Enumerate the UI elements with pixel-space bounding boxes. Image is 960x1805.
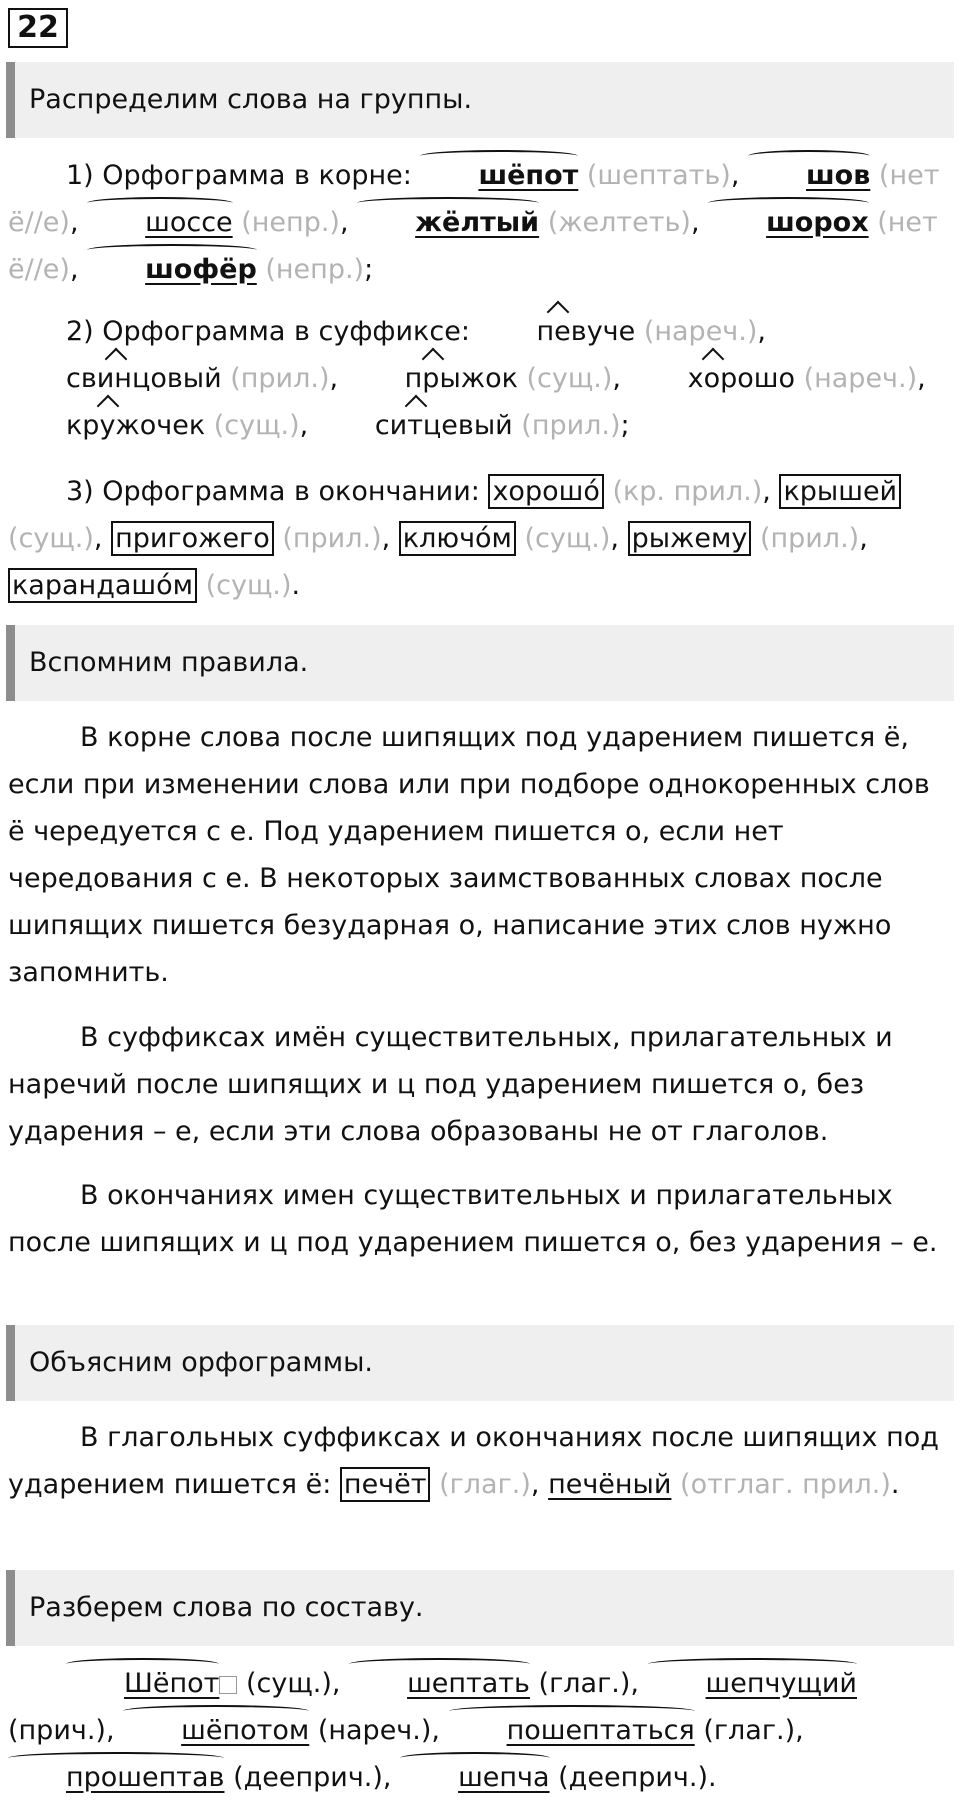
word-parse-posheptatsia: пошептаться bbox=[449, 1707, 695, 1754]
hint: (нет ё//е) bbox=[8, 207, 938, 285]
zero-ending-box bbox=[219, 1676, 237, 1694]
group2-paragraph: 2) Орфограмма в суффиксе: певуче (нареч.), свинцовый (прил.), прыжок (сущ.), хорошо (нареч.), кружочек (сущ.), ситцевый (прил.); bbox=[8, 308, 952, 449]
word-prigozhego: пригожего bbox=[111, 521, 274, 556]
pos-label: (глаг.) bbox=[703, 1715, 796, 1746]
word-parse-shepchushchii: шепчущий bbox=[648, 1660, 857, 1707]
word-pryzhok: прыжок bbox=[347, 355, 518, 402]
word-kruzhochek: кружочек bbox=[8, 402, 205, 449]
word-pevuche: певуче bbox=[479, 308, 636, 355]
hint: (прил.) bbox=[230, 363, 330, 394]
word-shepot: шёпот bbox=[420, 152, 578, 199]
pos-label: (глаг.) bbox=[538, 1668, 631, 1699]
task-number: 22 bbox=[8, 8, 68, 48]
hint: (сущ.) bbox=[8, 523, 94, 554]
word-kryshei: крышей bbox=[779, 474, 901, 509]
word-svintsovyi: свинцовый bbox=[8, 355, 222, 402]
hint: (желтеть) bbox=[547, 207, 691, 238]
pos-label: (дееприч.) bbox=[233, 1762, 383, 1793]
hint: (нареч.) bbox=[803, 363, 918, 394]
word-shorokh: шорох bbox=[708, 199, 869, 246]
group1-lead: 1) Орфограмма в корне: bbox=[66, 160, 421, 191]
hint: (непр.) bbox=[265, 254, 365, 285]
group2-lead: 2) Орфограмма в суффиксе: bbox=[66, 316, 479, 347]
word-parse-shepcha: шепча bbox=[400, 1754, 549, 1801]
section-header-rules: Вспомним правила. bbox=[6, 625, 954, 701]
group3-lead: 3) Орфограмма в окончании: bbox=[66, 476, 489, 507]
pos-label: (прич.) bbox=[8, 1715, 106, 1746]
hint: (сущ.) bbox=[213, 410, 300, 441]
word-kliuchom: ключо́м bbox=[399, 521, 516, 556]
hint: (нет ё//е) bbox=[8, 160, 940, 238]
word-khorosho: хорошо bbox=[630, 355, 795, 402]
hint: (сущ.) bbox=[524, 523, 611, 554]
section-header-groups: Распределим слова на группы. bbox=[6, 62, 954, 138]
word-parse-sheptat: шептать bbox=[349, 1660, 530, 1707]
word-pechet: печёт bbox=[340, 1467, 431, 1502]
pos-label: (нареч.) bbox=[317, 1715, 432, 1746]
hint: (непр.) bbox=[241, 207, 340, 238]
parse-paragraph: Шёпот (сущ.), шептать (глаг.), шепчущий (прич.), шёпотом (нареч.), пошептаться (глаг.), прошептав (дееприч.), шепча (дееприч.). bbox=[8, 1660, 952, 1801]
word-sittsevyi: ситцевый bbox=[317, 402, 513, 449]
section-header-parse: Разберем слова по составу. bbox=[6, 1570, 954, 1646]
word-khorosho-ending: хорошо́ bbox=[488, 474, 603, 509]
section-header-explain: Объясним орфограммы. bbox=[6, 1325, 954, 1401]
hint: (глаг.) bbox=[439, 1469, 531, 1500]
explain-paragraph: В глагольных суффиксах и окончаниях после шипящих под ударением пишется ё: печёт (глаг.), печёный (отглаг. прил.). bbox=[8, 1422, 939, 1500]
hint: (прил.) bbox=[759, 523, 860, 554]
hint: (шептать) bbox=[586, 160, 731, 191]
pos-label: (дееприч.) bbox=[558, 1762, 708, 1793]
word-shofer: шофёр bbox=[87, 246, 257, 293]
word-parse-shepotom: шёпотом bbox=[123, 1707, 309, 1754]
hint: (отглаг. прил.) bbox=[680, 1469, 891, 1500]
word-karandashom: карандашо́м bbox=[8, 568, 197, 603]
rule-ending: В окончаниях имен существительных и прилагательных после шипящих и ц под ударением пишется о, без ударения – е. bbox=[8, 1180, 938, 1258]
word-pechenyi: печёный bbox=[548, 1469, 672, 1500]
hint: (кр. прил.) bbox=[612, 476, 763, 507]
word-ryzhemu: рыжему bbox=[628, 521, 752, 556]
hint: (нареч.) bbox=[643, 316, 758, 347]
group3-paragraph: 3) Орфограмма в окончании: хорошо́ (кр. прил.), крышей (сущ.), пригожего (прил.), ключо́м (сущ.), рыжему (прил.), карандашо́м (сущ.). bbox=[8, 468, 952, 609]
hint: (прил.) bbox=[282, 523, 382, 554]
word-shosse: шоссе bbox=[87, 199, 233, 246]
group1-paragraph: 1) Орфограмма в корне: шёпот (шептать), шов (нет ё//е), шоссе (непр.), жёлтый (желтеть), шорох (нет ё//е), шофёр (непр.); bbox=[8, 152, 952, 293]
hint: (прил.) bbox=[521, 410, 621, 441]
rule-suffix: В суффиксах имён существительных, прилагательных и наречий после шипящих и ц под ударением пишется о, без ударения – е, если эти слова образованы не от глаголов. bbox=[8, 1022, 893, 1147]
pos-label: (сущ.) bbox=[245, 1668, 332, 1699]
word-parse-prosheptav: прошептав bbox=[8, 1754, 224, 1801]
word-shov: шов bbox=[748, 152, 870, 199]
hint: (сущ.) bbox=[526, 363, 613, 394]
word-parse-shepot: Шёпот bbox=[66, 1660, 219, 1707]
word-zheltyi: жёлтый bbox=[357, 199, 539, 246]
rule-root: В корне слова после шипящих под ударением пишется ё, если при изменении слова или при подборе однокоренных слов ё чередуется с е. Под ударением пишется о, если нет чередования с е. В некоторых заимствованных словах после шипящих пишется безударная о, написание этих слов нужно запомнить. bbox=[8, 722, 930, 988]
hint: (сущ.) bbox=[205, 570, 292, 601]
explain-text: В глагольных суффиксах и окончаниях после шипящих под ударением пишется ё: bbox=[8, 1422, 939, 1500]
